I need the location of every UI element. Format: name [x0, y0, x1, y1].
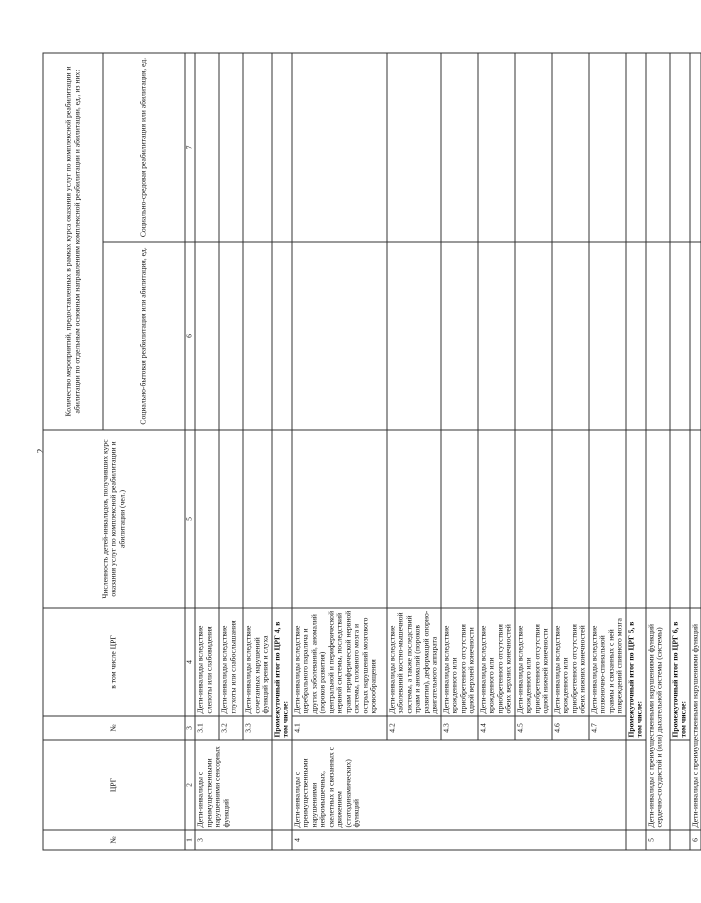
cell-household	[440, 242, 477, 430]
cell-empty	[271, 830, 291, 850]
cell-medium	[669, 53, 689, 242]
cell-household	[291, 242, 386, 430]
cell-count	[514, 430, 551, 608]
subtotal-label: Промежуточный итог по ЦРГ 4, в том числе:	[271, 608, 291, 740]
cell-count	[477, 430, 514, 608]
item-number: 4.6	[551, 716, 588, 740]
item-text: Дети-инвалиды вследствие врожденного или приобретенного отсутствия одной верхней конечности	[440, 608, 477, 716]
group-crg: Дети-инвалиды с преимущественными нарушениями функций	[689, 608, 701, 830]
cell-count	[386, 430, 440, 608]
cell-medium	[243, 53, 272, 242]
page-number: 2	[35, 448, 46, 454]
cell-medium	[291, 53, 386, 242]
cell-medium	[689, 53, 701, 242]
col-header-qty: Количество мероприятий, предоставленных в рамках курса оказания услуг по комплексной реабилитации и абилитации по отдельным основным направлениям комплексной реабилитации и абилитации, ед., из них:	[43, 53, 103, 430]
cell-household	[514, 242, 551, 430]
cell-medium	[551, 53, 588, 242]
cell-medium	[440, 53, 477, 242]
cell-household	[625, 242, 645, 430]
cell-household	[551, 242, 588, 430]
cell-empty	[625, 830, 645, 850]
item-number: 4.2	[386, 716, 440, 740]
item-number: 3.1	[195, 716, 219, 740]
rotated-page	[42, 53, 699, 850]
col-header-crg: ЦРГ	[43, 740, 185, 830]
group-number: 4	[291, 830, 625, 850]
cell-count	[243, 430, 272, 608]
group-crg: Дети-инвалиды с преимущественными нарушениями сенсорных функций	[195, 740, 272, 830]
col-number-6: 6	[185, 242, 195, 430]
subtotal-label: Промежуточный итог по ЦРГ 6, в том числе:	[669, 608, 689, 740]
crg-table	[42, 52, 701, 850]
cell-count	[271, 430, 291, 608]
item-number: 3.2	[219, 716, 243, 740]
col-number-1: 1	[185, 830, 195, 850]
cell-count	[625, 430, 645, 608]
item-text: Дети-инвалиды вследствие врожденного или приобретенного отсутствия одной нижней конечности	[514, 608, 551, 716]
item-text: Дети-инвалиды вследствие церебрального паралича и других заболеваний, аномалий (пороков развития) центральной и периферической нервной системы, последствий травм периферической нервной системы, головного мозга и острых нарушений мозгового кровообращения	[291, 608, 386, 716]
col-header-sub-n: №	[43, 716, 185, 740]
cell-household	[219, 242, 243, 430]
col-header-sub-crg: в том числе ЦРГ	[43, 608, 185, 716]
item-number: 4.4	[477, 716, 514, 740]
cell-empty	[271, 740, 291, 830]
cell-medium	[219, 53, 243, 242]
item-number: 4.3	[440, 716, 477, 740]
cell-count	[219, 430, 243, 608]
cell-medium	[386, 53, 440, 242]
cell-household	[271, 242, 291, 430]
item-text: Дети-инвалиды вследствие позвоночно-спинальной травмы и связанных с ней повреждений спинного мозга	[588, 608, 625, 716]
cell-empty	[669, 740, 689, 830]
cell-medium	[588, 53, 625, 242]
cell-count	[588, 430, 625, 608]
cell-count	[669, 430, 689, 608]
item-text: Дети-инвалиды вследствие врожденного или приобретенного отсутствия обеих верхних конечностей	[477, 608, 514, 716]
item-number: 4.7	[588, 716, 625, 740]
cell-count	[689, 430, 701, 608]
cell-count	[440, 430, 477, 608]
col-number-2: 2	[185, 740, 195, 830]
group-crg: Дети-инвалиды с преимущественными нарушениями нейромышечных, скелетных и связанных с движением (статодинамических) функций	[291, 740, 625, 830]
cell-count	[551, 430, 588, 608]
item-number: 3.3	[243, 716, 272, 740]
cell-medium	[271, 53, 291, 242]
subtotal-label: Промежуточный итог по ЦРГ 5, в том числе:	[625, 608, 645, 740]
cell-medium	[514, 53, 551, 242]
item-text: Дети-инвалиды вследствие глухоты или слабослышания	[219, 608, 243, 716]
col-number-5: 5	[185, 430, 195, 608]
cell-household	[669, 242, 689, 430]
col-number-3: 3	[185, 716, 195, 740]
item-text: Дети-инвалиды вследствие слепоты или слабовидения	[195, 608, 219, 716]
col-header-social-medium: Социально-средовая реабилитация или абилитация, ед.	[103, 53, 185, 242]
cell-medium	[477, 53, 514, 242]
col-number-4: 4	[185, 608, 195, 716]
item-text: Дети-инвалиды вследствие заболеваний костно-мышечной системы, а также последствий травм и аномалий (пороков развития), деформаций опорно-двигательного аппарата	[386, 608, 440, 716]
cell-empty	[625, 740, 645, 830]
group-number: 5	[645, 830, 669, 850]
group-number: 3	[195, 830, 272, 850]
cell-medium	[645, 53, 669, 242]
group-number: 6	[689, 830, 701, 850]
cell-household	[243, 242, 272, 430]
col-header-social-household: Социально-бытовая реабилитация или абилитация, ед.	[103, 242, 185, 430]
item-number: 4.5	[514, 716, 551, 740]
cell-household	[588, 242, 625, 430]
group-crg: Дети-инвалиды с преимущественными нарушениями функций сердечно-сосудистой и (или) дыхательной системы (системы)	[645, 608, 669, 830]
item-number: 4.1	[291, 716, 386, 740]
cell-household	[645, 242, 669, 430]
cell-count	[291, 430, 386, 608]
col-header-count: Численность детей-инвалидов, получивших курс оказания услуг по комплексной реабилитации и абилитации (чел.)	[43, 430, 185, 608]
col-header-n: №	[43, 830, 185, 850]
cell-household	[689, 242, 701, 430]
cell-household	[195, 242, 219, 430]
col-number-7: 7	[185, 53, 195, 242]
cell-count	[645, 430, 669, 608]
item-text: Дети-инвалиды вследствие сочетанных нарушений функций зрения и слуха	[243, 608, 272, 716]
cell-empty	[669, 830, 689, 850]
cell-count	[195, 430, 219, 608]
cell-medium	[195, 53, 219, 242]
cell-household	[477, 242, 514, 430]
cell-medium	[625, 53, 645, 242]
cell-household	[386, 242, 440, 430]
item-text: Дети-инвалиды вследствие врожденного или приобретенного отсутствия обеих нижних конечностей	[551, 608, 588, 716]
